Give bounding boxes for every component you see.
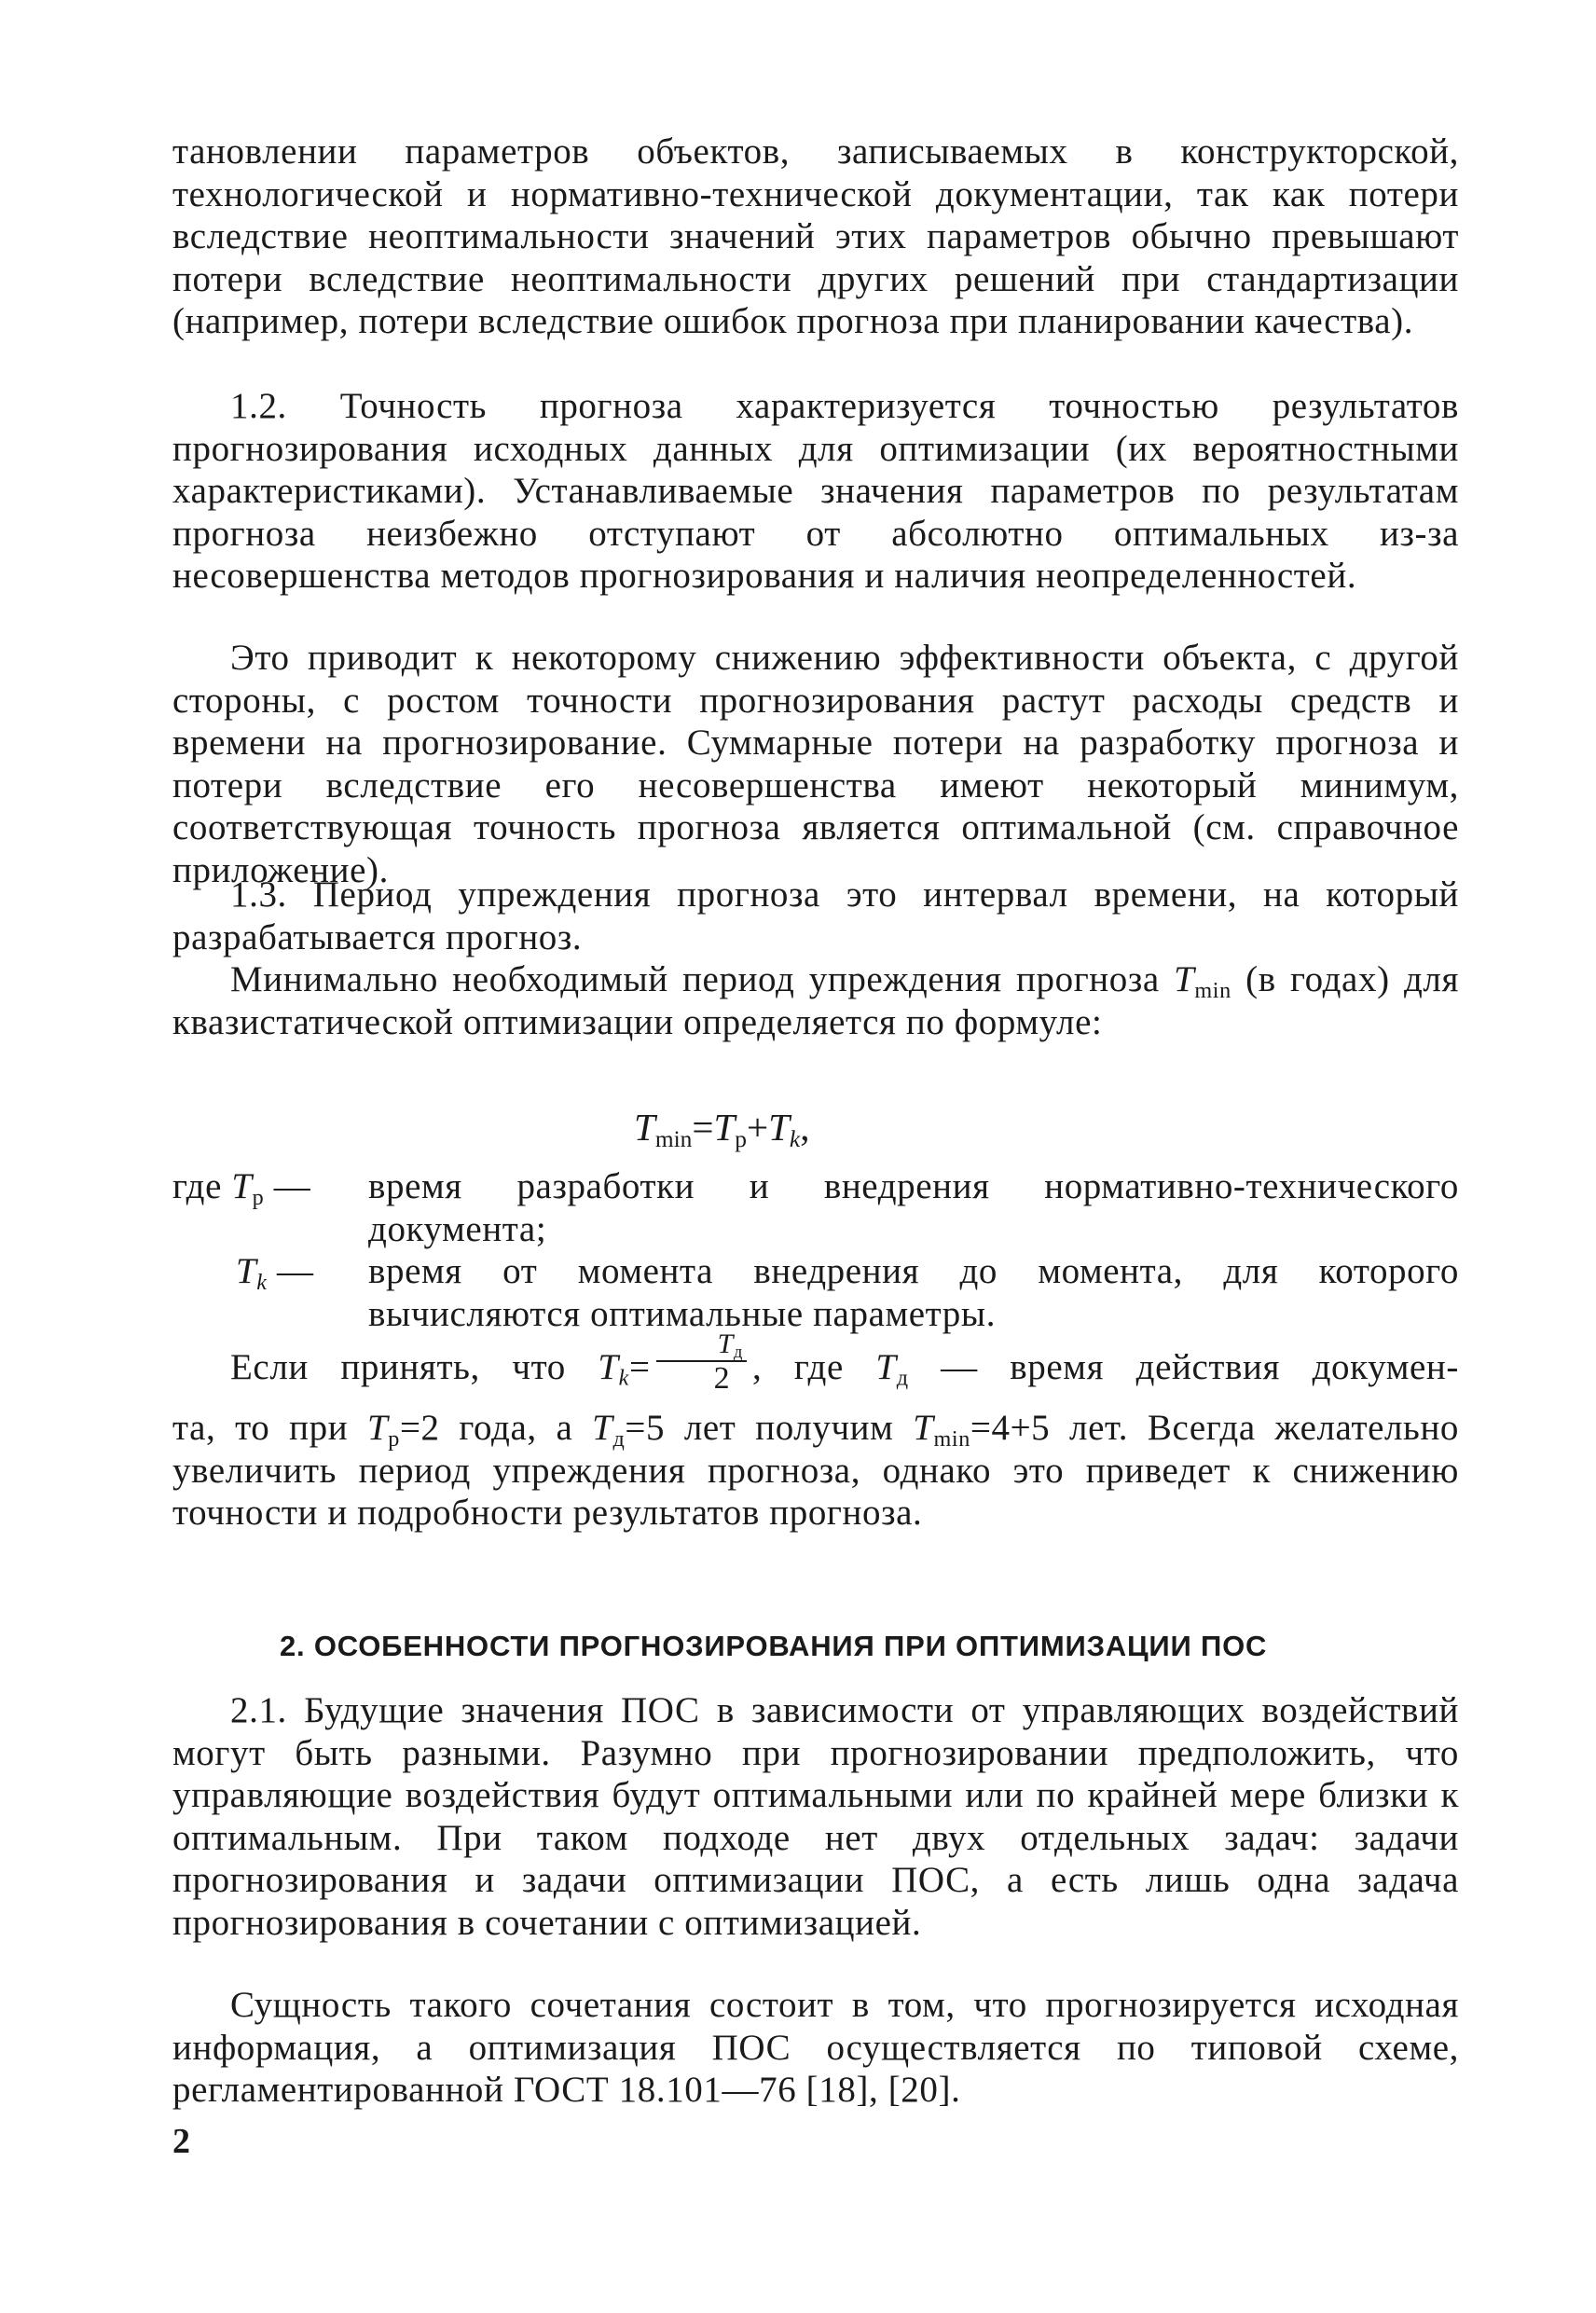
fraction-td-over-2: $\frac{T_д}{2}$ bbox=[656, 1330, 747, 1396]
paragraph-2-1: 2.1. Будущие значения ПОС в зависимости от управляющих воздействий могут быть разными. Разумно при прогнозировании предположить, что управляющие воздействия будут оптимальными или по крайней мере близки к оптимальным. При таком подходе нет двух отдельных задач: задачи прогнозирования и задачи оптимизации ПОС, а есть лишь одна задача прогнозирования в сочетании с оптимизацией. bbox=[172, 1690, 1459, 1943]
section-1-3-formula-intro bbox=[172, 958, 1459, 1043]
formula-definitions bbox=[172, 1165, 1459, 1335]
definition-tp: где $T_р$ — время разработки и внедрения нормативно-технического документа; bbox=[172, 1166, 1459, 1249]
definition-tk: $T_k$ — время от момента внедрения до момента, для которого вычисляются оптимальные параметры. bbox=[236, 1251, 1459, 1334]
paragraph-period-definition: Минимально необходимый период упреждения прогноза $T_{min}$ (в годах) для квазистатической оптимизации определяется по формуле: bbox=[172, 959, 1459, 1042]
paragraph-tmin-example: та, то при $T_р=2$ года, а $T_д=5$ лет получим $T_{min}=4+5$ лет. Всегда желательно увеличить период упреждения прогноза, однако это приведет к снижению точности и подробности результатов прогноза. bbox=[172, 1408, 1460, 1533]
paragraph-2-1-continuation: Сущность такого сочетания состоит в том, что прогнозируется исходная информация, а оптимизация ПОС осуществляется по типовой схеме, регламентированной ГОСТ 18.101—76 [18], [20]. bbox=[172, 1985, 1459, 2110]
section-heading-2: 2. ОСОБЕННОСТИ ПРОГНОЗИРОВАНИЯ ПРИ ОПТИМИЗАЦИИ ПОС bbox=[280, 1630, 1268, 1662]
section-2-1 bbox=[172, 1689, 1459, 1944]
paragraph-continuation bbox=[172, 131, 1459, 343]
paragraph-1-2: 1.2. Точность прогноза характеризуется точностью результатов прогнозирования исходных данных для оптимизации (их вероятностными характеристиками). Устанавливаемые значения параметров по результатам прогноза неизбежно отступают от абсолютно оптимальных из-за несовершенства методов прогнозирования и наличия неопределенностей. bbox=[172, 386, 1459, 596]
section-2-1-cont bbox=[172, 1984, 1459, 2112]
formula-t-min: $T_{min}=T_р+T_k$, bbox=[634, 1106, 810, 1153]
section-1-2 bbox=[172, 385, 1459, 598]
section-1-3 bbox=[172, 874, 1459, 958]
section-1-2-cont bbox=[172, 637, 1459, 891]
paragraph-1-1-tail: тановлении параметров объектов, записываемых в конструкторской, технологической и нормативно-технической документации, так как потери вследствие неоптимальности значений этих параметров обычно превышают потери вследствие неоптимальности других решений при стандартизации (например, потери вследствие ошибок прогноза при планировании качества). bbox=[172, 131, 1459, 341]
paragraph-1-2-continuation: Это приводит к некоторому снижению эффективности объекта, с другой стороны, с ростом точности прогнозирования растут расходы средств и времени на прогнозирование. Суммарные потери на разработку прогноза и потери вследствие его несовершенства имеют некоторый минимум, соответствующая точность прогноза является оптимальной (см. справочное приложение). bbox=[172, 638, 1459, 890]
paragraph-1-3: 1.3. Период упреждения прогноза это интервал времени, на который разрабатывается прогноз. bbox=[172, 874, 1459, 957]
page-number: 2 bbox=[172, 2122, 190, 2161]
paragraph-tk-assumption: Если принять, что $T_k=$ $\frac{T_д}{2}$ , где $T_д$ — время действия докумен- та, то при $T_р=2$ года, а $T_д=5$ лет получим $T_{min}=4+5$ лет. Всегда желательно увеличить период упреждения прогноза, однако это приведет к снижению точности и подробности результатов прогноза. bbox=[172, 1329, 1460, 1533]
